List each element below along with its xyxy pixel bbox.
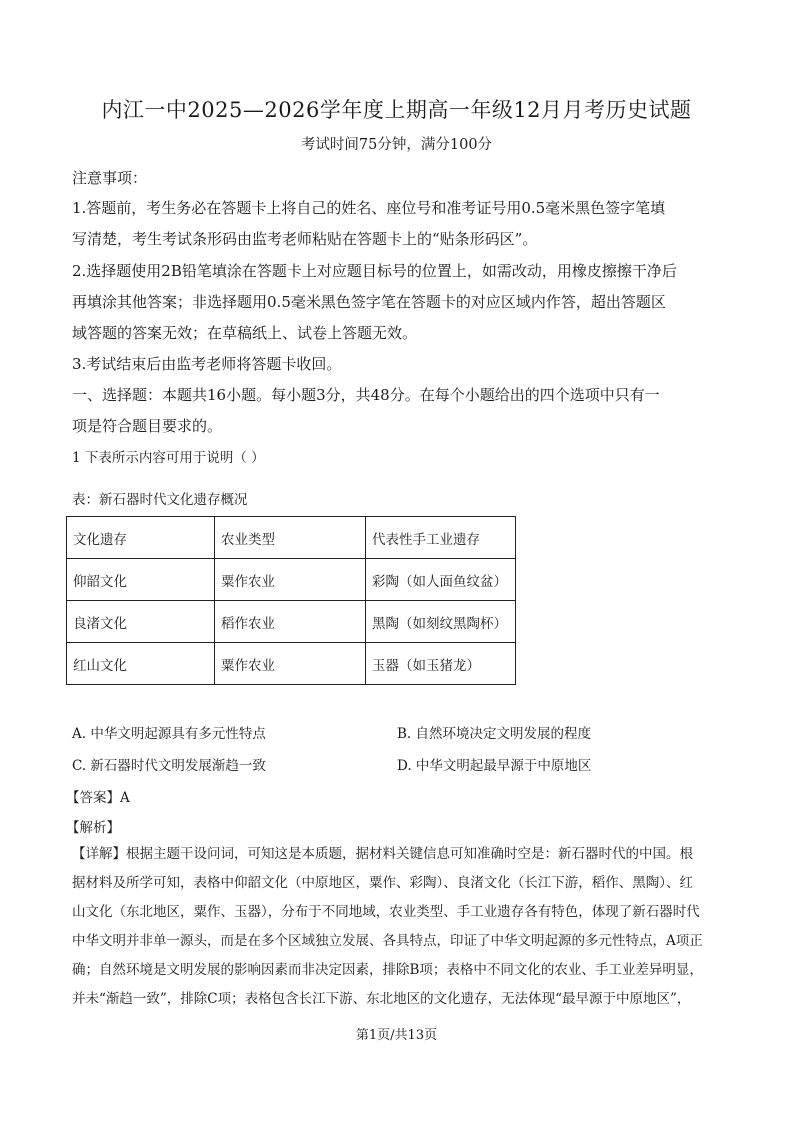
table-cell: 粟作农业 [215, 559, 366, 601]
table-cell: 良渚文化 [67, 601, 215, 643]
table-cell: 仰韶文化 [67, 559, 215, 601]
table-row [67, 601, 516, 643]
analysis-line: 并未“渐趋一致”，排除C项；表格包含长江下游、东北地区的文化遗存，无法体现“最早源于中原地区”， [72, 991, 691, 1007]
table-cell: 稻作农业 [215, 601, 366, 643]
answer-label: 【答案】A [66, 790, 130, 806]
table-header-row [67, 517, 516, 559]
notes-line: 域答题的答案无效；在草稿纸上、试卷上答题无效。 [72, 324, 418, 342]
page-number: 第1页/共13页 [355, 1028, 438, 1043]
section-instructions: 一、选择题：本题共16小题。每小题3分，共48分。在每个小题给出的四个选项中只有一 [72, 386, 660, 404]
exam-title: 内江一中2025—2026学年度上期高一年级12月月考历史试题 [101, 98, 692, 122]
analysis-line: 中华文明并非单一源头，而是在多个区域独立发展、各具特点，印证了中华文明起源的多元性特点，A项正 [72, 933, 703, 949]
table-row [67, 559, 516, 601]
analysis-line: 确；自然环境是文明发展的影响因素而非决定因素，排除B项；表格中不同文化的农业、手工业差异明显， [72, 962, 703, 978]
analysis-label: 【解析】 [66, 820, 120, 836]
analysis-line: 据材料及所学可知，表格中仰韶文化（中原地区，粟作、彩陶）、良渚文化（长江下游，稻作、黑陶）、红 [72, 875, 693, 891]
notes-line: 1.答题前，考生务必在答题卡上将自己的姓名、座位号和准考证号用0.5毫米黑色签字笔填 [72, 199, 666, 217]
table-header-cell: 农业类型 [215, 517, 366, 559]
section-instructions: 项是符合题目要求的。 [72, 417, 223, 435]
notes-line: 写清楚，考生考试条形码由监考老师粘贴在答题卡上的“贴条形码区”。 [72, 230, 538, 248]
exam-subtitle: 考试时间75分钟，满分100分 [300, 137, 493, 153]
table-header-cell: 代表性手工业遗存 [366, 517, 516, 559]
table-cell: 粟作农业 [215, 643, 366, 685]
table-cell: 玉器（如玉猪龙） [366, 643, 516, 685]
notes-heading: 注意事项： [72, 169, 148, 187]
analysis-line: 山文化（东北地区，粟作、玉器），分布于不同地域，农业类型、手工业遗存各有特色，体现了新石器时代 [72, 904, 700, 920]
notes-line: 再填涂其他答案；非选择题用0.5毫米黑色签字笔在答题卡的对应区域内作答，超出答题区 [72, 293, 666, 311]
analysis-line: 【详解】根据主题干设问词，可知这是本质题，据材料关键信息可知准确时空是：新石器时代的中国。根 [72, 846, 693, 862]
option-b: B. 自然环境决定文明发展的程度 [397, 726, 592, 742]
table-header-cell: 文化遗存 [67, 517, 215, 559]
option-a: A. 中华文明起源具有多元性特点 [72, 726, 266, 742]
table-cell: 黑陶（如刻纹黑陶杯） [366, 601, 516, 643]
option-d: D. 中华文明起最早源于中原地区 [397, 758, 592, 774]
notes-line: 3.考试结束后由监考老师将答题卡收回。 [72, 355, 342, 373]
question-stem: 1 下表所示内容可用于说明（ ） [72, 450, 265, 466]
notes-line: 2.选择题使用2B铅笔填涂在答题卡上对应题目标号的位置上，如需改动，用橡皮擦擦干净后 [72, 262, 677, 280]
table-row [67, 643, 516, 685]
table-cell: 红山文化 [67, 643, 215, 685]
option-c: C. 新石器时代文明发展渐趋一致 [72, 758, 266, 774]
table-cell: 彩陶（如人面鱼纹盆） [366, 559, 516, 601]
culture-table [66, 516, 516, 685]
table-caption: 表：新石器时代文化遗存概况 [72, 492, 248, 508]
